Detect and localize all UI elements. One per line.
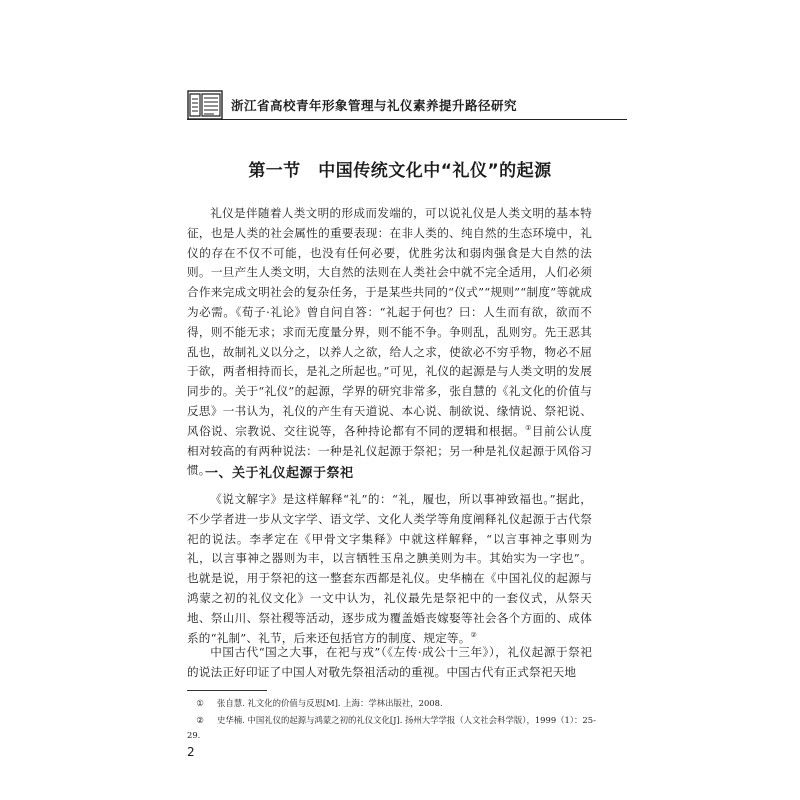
paragraph-1-text: 礼仪是伴随着人类文明的形成而发端的，可以说礼仪是人类文明的基本特征，也是人类的社会属性的重要表现：在非人类的、纯自然的生态环境中，礼仪的存在不仅不可能，也没有任何必要，优胜劣汰和弱肉强食是大自然的法则。一旦产生人类文明，大自然的法则在人类社会中就不完全适用，人们必须合作来完成文明社会的复杂任务，于是某些共同的“仪式”“规则”“制度”等就成为必需。《荀子·礼论》曾自问自答：“礼起于何也？曰：人生而有欲，欲而不得，则不能无求；求而无度量分界，则不能不争。争则乱，乱则穷。先王恶其乱也，故制礼义以分之，以养人之欲，给人之求，使欲必不穷乎物，物必不屈于欲，两者相持而长，是礼之所起也。”可见，礼仪的起源是与人类文明的发展同步的。关于“礼仪”的起源，学界的研究非常多，张自慧的《礼文化的价值与反思》一书认为，礼仪的产生有天道说、本心说、制欲说、缘情说、祭祀说、风俗说、宗教说、交往说等，各种持论都有不同的逻辑和根据。: [187, 206, 592, 438]
footnote-2-text: 史华楠. 中国礼仪的起源与鸿蒙之初的礼仪文化[J]. 扬州大学学报（人文社会科学版），1999（1）：25-29.: [187, 715, 596, 740]
paragraph-2-text: 《说文解字》是这样解释“礼”的：“礼，履也，所以事神致福也。”据此，不少学者进一步从文字学、语文学、文化人类学等角度阐释礼仪起源于古代祭祀的说法。李孝定在《甲骨文字集释》中就这样解释，“以言事神之事则为礼，以言事神之器则为丰，以言牺牲玉帛之腆美则为丰。其始实为一字也”。也就是说，用于祭祀的这一整套东西都是礼仪。史华楠在《中国礼仪的起源与鸿蒙之初的礼仪文化》一文中认为，礼仪最先是祭祀中的一套仪式，从祭天地、祭山川、祭社稷等活动，逐步成为覆盖婚丧嫁娶等社会各个方面的、成体系的“礼制”、礼节，后来还包括官方的制度、规定等。: [187, 492, 592, 645]
paragraph-1: [187, 204, 592, 481]
footnote-2: [187, 713, 597, 743]
footnote-1: [187, 696, 597, 711]
header-divider: [187, 119, 627, 120]
header-title: 浙江省高校青年形象管理与礼仪素养提升路径研究: [231, 98, 518, 113]
book-page-icon: [187, 90, 223, 120]
footnote-ref-2[interactable]: ②: [470, 630, 477, 639]
page-number: 2: [187, 745, 195, 759]
running-header: [187, 91, 627, 119]
footnote-2-number: ②: [196, 715, 204, 725]
paragraph-3: 中国古代“国之大事，在祀与戎”（《左传·成公十三年》），礼仪起源于祭祀的说法正好印证了中国人对敬先祭祖活动的重视。中国古代有正式祭祀天地: [187, 645, 592, 679]
footnote-divider: [187, 690, 267, 691]
footnote-ref-1[interactable]: ①: [525, 423, 532, 432]
footnote-1-text: 张自慧. 礼文化的价值与反思[M]. 上海：学林出版社，2008.: [217, 698, 443, 708]
section-title: 第一节 中国传统文化中“礼仪”的起源: [248, 161, 552, 181]
footnote-1-number: ①: [196, 698, 204, 708]
paragraph-2: [187, 490, 592, 648]
paragraph-1-tail: 目前公认度相对较高的有两种说法：一种是礼仪起源于祭祀；另一种是礼仪起源于风俗习惯。: [187, 423, 592, 478]
subheading-sacrifice: 一、关于礼仪起源于祭祀: [205, 466, 354, 481]
